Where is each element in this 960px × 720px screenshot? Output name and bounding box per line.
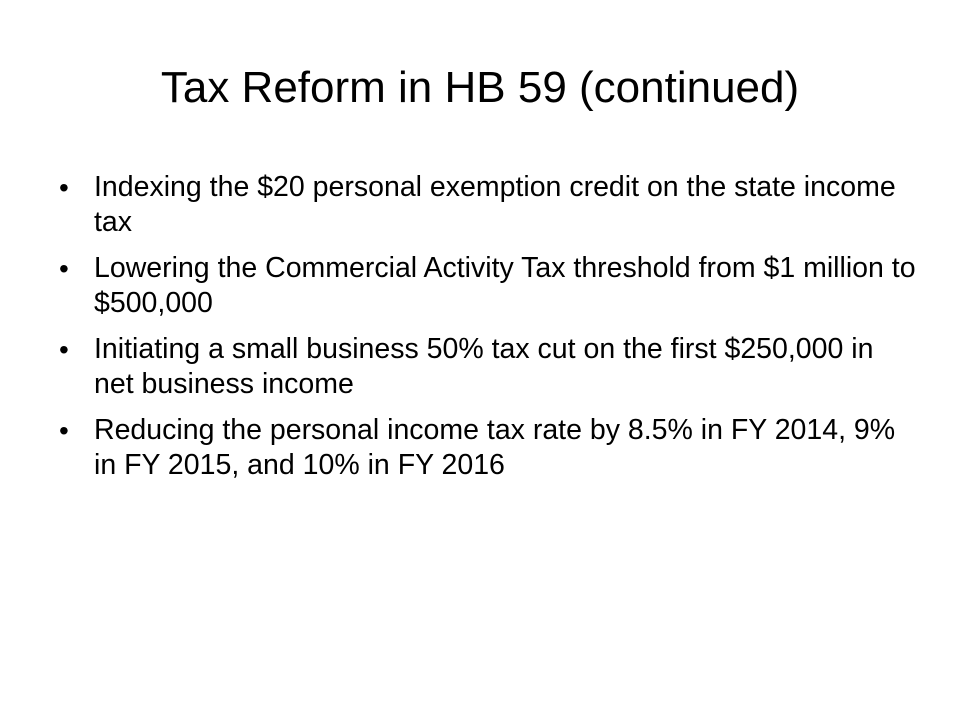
bullet-item (58, 413, 916, 483)
bullet-dot-icon: • (59, 172, 69, 203)
bullet-dot-icon: • (59, 415, 69, 446)
bullet-text: Indexing the $20 personal exemption credit on the state income tax (94, 171, 896, 238)
bullet-list (58, 170, 916, 494)
bullet-item (58, 170, 916, 240)
bullet-text: Initiating a small business 50% tax cut on the first $250,000 in net business income (94, 333, 874, 400)
bullet-dot-icon: • (59, 334, 69, 365)
bullet-text: Reducing the personal income tax rate by 8.5% in FY 2014, 9% in FY 2015, and 10% in FY 2016 (94, 414, 896, 481)
slide-title: Tax Reform in HB 59 (continued) (160, 63, 800, 112)
bullet-dot-icon: • (59, 253, 69, 284)
bullet-text: Lowering the Commercial Activity Tax threshold from $1 million to $500,000 (94, 252, 916, 319)
bullet-item (58, 251, 916, 321)
bullet-item (58, 332, 916, 402)
